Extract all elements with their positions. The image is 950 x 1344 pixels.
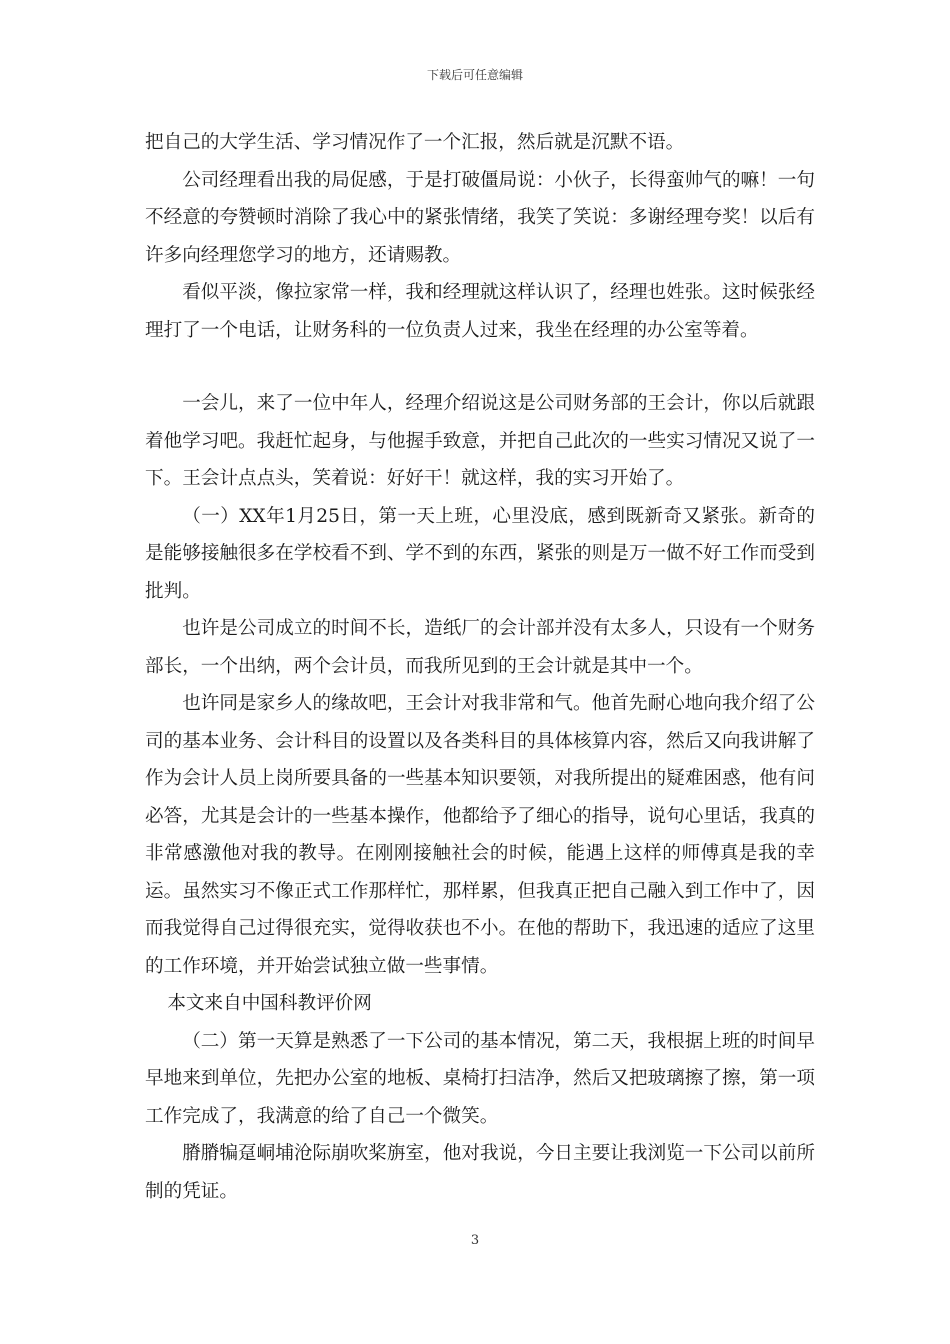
paragraph-9: 膌膌犏趸峒埔沧际崩吹桨旃室，他对我说，今日主要让我浏览一下公司以前所制的凭证。 xyxy=(145,1143,815,1202)
page-header: 下载后可任意编辑 xyxy=(426,68,523,82)
paragraph-6: 也许是公司成立的时间不长，造纸厂的会计部并没有太多人，只设有一个财务部长，一个出纳，两个会计员，而我所见到的王会计就是其中一个。 xyxy=(145,618,815,677)
paragraph-5: （一）XX年1月25日，第一天上班，心里没底，感到既新奇又紧张。新奇的是能够接触很多在学校看不到、学不到的东西，紧张的则是万一做不好工作而受到批判。 xyxy=(145,505,815,602)
page-number: 3 xyxy=(470,1233,480,1248)
paragraph-1: 把自己的大学生活、学习情况作了一个汇报，然后就是沉默不语。 xyxy=(145,132,685,153)
paragraph-8: （二）第一天算是熟悉了一下公司的基本情况，第二天，我根据上班的时间早早地来到单位，先把办公室的地板、桌椅打扫洁净，然后又把玻璃擦了擦，第一项工作完成了，我满意的给了自己一个微笑。 xyxy=(145,1030,815,1127)
paragraph-2: 公司经理看出我的局促感，于是打破僵局说：小伙子，长得蛮帅气的嘛！一句不经意的夸赞顿时消除了我心中的紧张情绪，我笑了笑说：多谢经理夸奖！以后有许多向经理您学习的地方，还请赐教。 xyxy=(145,169,815,266)
document-body xyxy=(145,124,815,1210)
source-note: 本文来自中国科教评价网 xyxy=(167,993,372,1014)
paragraph-3: 看似平淡，像拉家常一样，我和经理就这样认识了，经理也姓张。这时候张经理打了一个电话，让财务科的一位负责人过来，我坐在经理的办公室等着。 xyxy=(145,282,815,341)
paragraph-7: 也许同是家乡人的缘故吧，王会计对我非常和气。他首先耐心地向我介绍了公司的基本业务、会计科目的设置以及各类科目的具体核算内容，然后又向我讲解了作为会计人员上岗所要具备的一些基本知识要领，对我所提出的疑难困惑，他有问必答，尤其是会计的一些基本操作，他都给予了细心的指导，说句心里话，我真的非常感激他对我的教导。在刚刚接触社会的时候，能遇上这样的师傅真是我的幸运。虽然实习不像正式工作那样忙，那样累，但我真正把自己融入到工作中了，因而我觉得自己过得很充实，觉得收获也不小。在他的帮助下，我迅速的适应了这里的工作环境，并开始尝试独立做一些事情。 xyxy=(145,693,815,977)
paragraph-4: 一会儿，来了一位中年人，经理介绍说这是公司财务部的王会计，你以后就跟着他学习吧。我赶忙起身，与他握手致意，并把自己此次的一些实习情况又说了一下。王会计点点头，笑着说：好好干！就这样，我的实习开始了。 xyxy=(145,393,815,489)
